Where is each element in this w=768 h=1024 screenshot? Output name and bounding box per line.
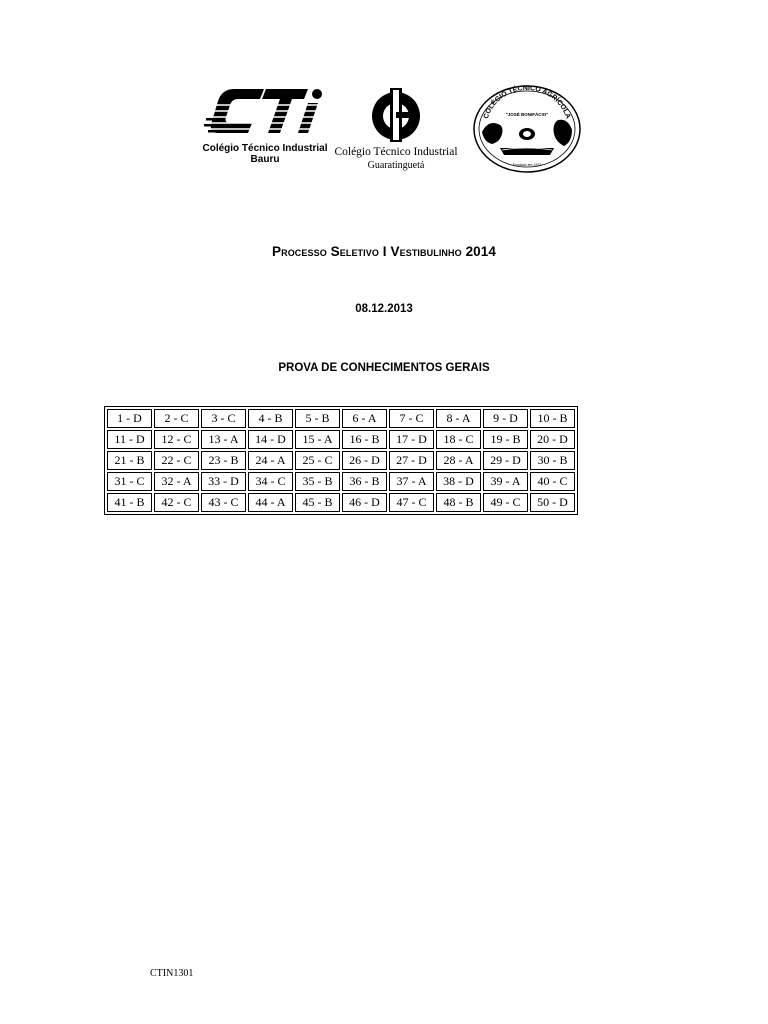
colegio-agricola-seal bbox=[472, 84, 582, 174]
agricola-seal-icon bbox=[472, 84, 582, 174]
guaratingueta-logo-caption-line2: Guaratinguetá bbox=[367, 160, 425, 171]
answer-cell: 38 - D bbox=[436, 472, 481, 491]
answer-cell: 12 - C bbox=[154, 430, 199, 449]
answer-key-body bbox=[107, 409, 575, 512]
answer-cell: 42 - C bbox=[154, 493, 199, 512]
answer-cell: 1 - D bbox=[107, 409, 152, 428]
cti-bauru-logo bbox=[200, 85, 330, 175]
answer-cell: 8 - A bbox=[436, 409, 481, 428]
answer-row bbox=[107, 451, 575, 470]
answer-cell: 4 - B bbox=[248, 409, 293, 428]
exam-subject: PROVA DE CONHECIMENTOS GERAIS bbox=[278, 362, 490, 374]
answer-cell: 40 - C bbox=[530, 472, 575, 491]
answer-cell: 7 - C bbox=[389, 409, 434, 428]
guaratingueta-logo-caption-line1: Colégio Técnico Industrial bbox=[334, 146, 458, 158]
answer-cell: 16 - B bbox=[342, 430, 387, 449]
answer-cell: 27 - D bbox=[389, 451, 434, 470]
answer-cell: 22 - C bbox=[154, 451, 199, 470]
svg-text:"JOSÉ BONIFÁCIO": "JOSÉ BONIFÁCIO" bbox=[505, 112, 549, 117]
answer-cell: 20 - D bbox=[530, 430, 575, 449]
answer-cell: 3 - C bbox=[201, 409, 246, 428]
answer-cell: 48 - B bbox=[436, 493, 481, 512]
answer-cell: 26 - D bbox=[342, 451, 387, 470]
answer-cell: 45 - B bbox=[295, 493, 340, 512]
answer-cell: 49 - C bbox=[483, 493, 528, 512]
guaratingueta-logo bbox=[334, 88, 458, 173]
svg-text:Fundado em 1923: Fundado em 1923 bbox=[512, 163, 542, 167]
answer-cell: 11 - D bbox=[107, 430, 152, 449]
answer-row bbox=[107, 493, 575, 512]
answer-cell: 17 - D bbox=[389, 430, 434, 449]
answer-cell: 44 - A bbox=[248, 493, 293, 512]
answer-cell: 24 - A bbox=[248, 451, 293, 470]
answer-cell: 29 - D bbox=[483, 451, 528, 470]
answer-row bbox=[107, 430, 575, 449]
answer-cell: 14 - D bbox=[248, 430, 293, 449]
answer-cell: 37 - A bbox=[389, 472, 434, 491]
svg-text:COLÉGIO TÉCNICO AGRÍCOLA: COLÉGIO TÉCNICO AGRÍCOLA bbox=[482, 84, 572, 120]
document-code: CTIN1301 bbox=[150, 968, 194, 979]
answer-cell: 15 - A bbox=[295, 430, 340, 449]
answer-cell: 18 - C bbox=[436, 430, 481, 449]
answer-cell: 23 - B bbox=[201, 451, 246, 470]
cti-logo-caption-line2: Bauru bbox=[250, 154, 280, 165]
exam-title: Processo Seletivo I Vestibulinho 2014 bbox=[271, 244, 496, 259]
answer-cell: 30 - B bbox=[530, 451, 575, 470]
answer-cell: 21 - B bbox=[107, 451, 152, 470]
exam-date: 08.12.2013 bbox=[355, 303, 413, 315]
answer-cell: 31 - C bbox=[107, 472, 152, 491]
answer-cell: 43 - C bbox=[201, 493, 246, 512]
answer-row bbox=[107, 409, 575, 428]
answer-cell: 50 - D bbox=[530, 493, 575, 512]
answer-cell: 39 - A bbox=[483, 472, 528, 491]
cti-logo-mark-icon bbox=[204, 85, 326, 141]
answer-cell: 9 - D bbox=[483, 409, 528, 428]
answer-key-table bbox=[104, 406, 578, 515]
answer-cell: 25 - C bbox=[295, 451, 340, 470]
answer-cell: 5 - B bbox=[295, 409, 340, 428]
answer-cell: 46 - D bbox=[342, 493, 387, 512]
cti-logo-caption-line1: Colégio Técnico Industrial bbox=[202, 143, 328, 154]
answer-cell: 19 - B bbox=[483, 430, 528, 449]
answer-cell: 10 - B bbox=[530, 409, 575, 428]
answer-cell: 47 - C bbox=[389, 493, 434, 512]
answer-row bbox=[107, 472, 575, 491]
answer-cell: 33 - D bbox=[201, 472, 246, 491]
answer-cell: 2 - C bbox=[154, 409, 199, 428]
answer-cell: 35 - B bbox=[295, 472, 340, 491]
answer-cell: 28 - A bbox=[436, 451, 481, 470]
answer-cell: 32 - A bbox=[154, 472, 199, 491]
answer-cell: 6 - A bbox=[342, 409, 387, 428]
answer-cell: 41 - B bbox=[107, 493, 152, 512]
answer-cell: 13 - A bbox=[201, 430, 246, 449]
answer-cell: 34 - C bbox=[248, 472, 293, 491]
answer-cell: 36 - B bbox=[342, 472, 387, 491]
guaratingueta-emblem-icon bbox=[370, 88, 422, 142]
